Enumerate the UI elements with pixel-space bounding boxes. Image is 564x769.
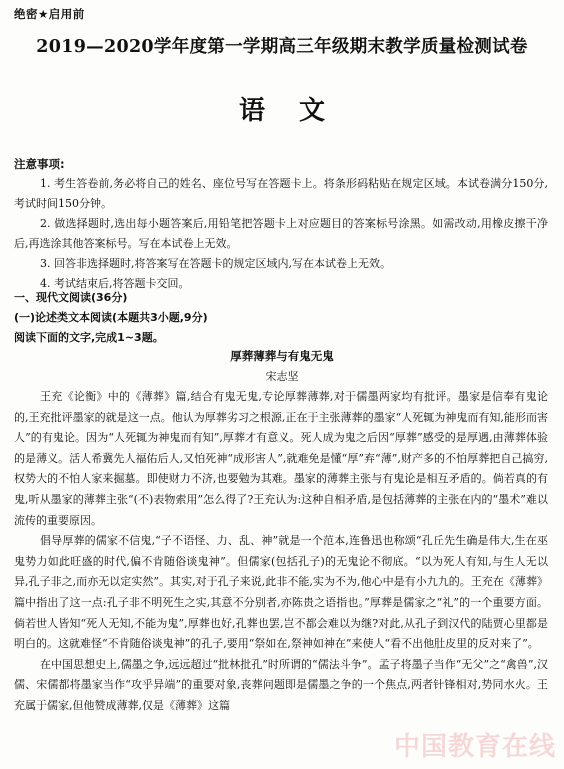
note-item: 1. 考生答卷前,务必将自己的姓名、座位号写在答题卡上。将条形码粘贴在规定区域。本试卷满分150分,考试时间150分钟。 xyxy=(14,177,548,210)
subject-title: 语文 xyxy=(238,96,359,126)
article-paragraph: 王充《论衡》中的《薄葬》篇,结合有鬼无鬼,专论厚葬薄葬,对于儒墨两家均有批评。墨家是信奉有鬼论的,王充批评墨家的就是这一点。他认为厚葬劣习之根源,正在于主张薄葬的墨家“人死辄为神鬼而有知,能形而害人”的有鬼论。因为“人死辄为神鬼而有知”,厚葬才有意义。死人成为鬼之后因“厚葬”感受的是厚遇,由薄葬体验的是薄义。活人希冀先人福佑后人,又怕死神“成形害人”,就难免是懂“厚”弃“薄”,财产多的不怕厚葬把自己搞穷,权势大的不怕人家来掘墓。即使财力不济,也要勉为其难。墨家的薄葬主张与有鬼论是相互矛盾的。倘若真的有鬼,听从墨家的薄葬主张“(不)表物索用”怎么得了?王充认为:这种自相矛盾,是包括薄葬的主张在内的“墨术”难以流传的重要原因。 xyxy=(14,390,548,527)
article-body xyxy=(14,387,548,717)
article-title: 厚葬薄葬与有鬼无鬼 xyxy=(230,349,334,363)
article-paragraph: 在中国思想史上,儒墨之争,远远超过“批林批孔”时所谓的“儒法斗争”。孟子将墨子当作“无父”之“禽兽”,汉儒、宋儒都将墨家当作“攻乎异端”的重要对象,丧葬问题即是儒墨之争的一个焦点,两者针锋相对,势同水火。王充属于儒家,但他赞成薄葬,仅是《薄葬》这篇 xyxy=(14,657,548,712)
note-item: 3. 回答非选择题时,将答案写在答题卡的规定区域内,写在本试卷上无效。 xyxy=(40,257,391,270)
subsection-heading: (一)论述类文本阅读(本题共3小题,9分) xyxy=(14,311,208,324)
notes-heading: 注意事项: xyxy=(14,157,65,171)
note-item: 2. 做选择题时,选出每小题答案后,用铅笔把答题卡上对应题目的答案标号涂黑。如需改动,用橡皮擦干净后,再选涂其他答案标号。写在本试卷上无效。 xyxy=(14,217,548,250)
notes-list xyxy=(14,174,548,294)
note-item: 4. 考试结束后,将答题卡交回。 xyxy=(40,277,190,290)
article-paragraph: 倡导厚葬的儒家不信鬼,“子不语怪、力、乱、神”就是一个范本,连鲁迅也称颂“孔丘先生确是伟大,生在巫鬼势力如此旺盛的时代,偏不肯随俗谈鬼神”。但儒家(包括孔子)的无鬼论不彻底。“以为死人有知,与生人无以异,孔子非之,而亦无以定实然”。其实,对于孔子来说,此非不能,实为不为,他心中是有小九九的。王充在《薄葬》篇中指出了这一点:孔子非不明死生之实,其意不分别者,亦陈贵之语指也。”厚葬是儒家之“礼”的一个重要方面。倘若世人皆知“死人无知,不能为鬼”,厚葬也好,孔葬也罢,岂不都会难以为继?对此,从孔子到汉代的陆贾心里都是明白的。这就难怪“不肯随俗谈鬼神”的孔子,要用“祭如在,祭神如神在”来使人“看不出他肚皮里的反对来了”。 xyxy=(14,534,548,651)
exam-title: 2019—2020学年度第一学期高三年级期末教学质量检测试卷 xyxy=(36,37,528,57)
article-author: 宋志坚 xyxy=(265,370,299,383)
section-heading: 一、现代文阅读(36分) xyxy=(14,291,128,304)
confidential-label: 绝密★启用前 xyxy=(14,7,85,21)
watermark-logo: 中国教育在线 xyxy=(393,732,556,762)
reading-instruction: 阅读下面的文字,完成1~3题。 xyxy=(14,331,164,344)
